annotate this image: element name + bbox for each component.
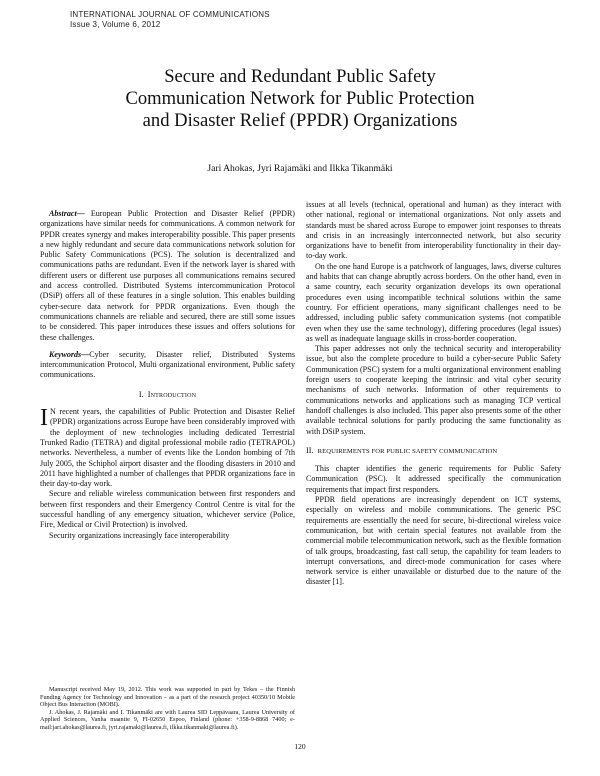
journal-name: INTERNATIONAL JOURNAL OF COMMUNICATIONS — [70, 10, 270, 19]
journal-issue: Issue 3, Volume 6, 2012 — [70, 20, 161, 29]
paper-title — [60, 66, 540, 132]
author-list: Jari Ahokas, Jyri Rajamäki and Ilkka Tikanmäki — [207, 163, 393, 174]
body-paragraph: This paper addresses not only the technical security and interoperability issue, but also the complete procedure to build a cyber-secure Public Safety Communication (PSC) system for a multi organizational environment enabling foreign users to cooperate keeping the intrinsic and vital cyber security mechanisms of such networks. Information of other requirements to communications networks and applications such as managing TCP vertical handoff challenges is also included. This paper also presents some of the other available technical solutions for partly producing the same functionality as with DSiP system. — [306, 344, 561, 436]
page-number: 120 — [294, 742, 306, 751]
left-column — [40, 209, 295, 541]
keywords-text: Cyber security, Disaster relief, Distributed Systems intercommunication Protocol, Multi organizational environment, Public safety communications. — [40, 349, 295, 380]
abstract — [40, 209, 295, 343]
body-paragraph: On the one hand Europe is a patchwork of languages, laws, diverse cultures and habits that can change abruptly across borders. On the other hand, even in a same country, each security organization develops its own operational procedures even using incompatible technical solutions within the same country. For efficient operations, many significant challenges need to be addressed, including public safety communication systems (not compatible even when they use the same technology), differing procedures (legal issues) as well as inadequate language skills in cross-border cooperation. — [306, 261, 561, 343]
footnote-paragraph: Manuscript received May 19, 2012. This work was supported in part by Tekes – the Finnish Funding Agency for Technology and Innovation – as a part of the research project 40350/10 Mobile Object Bus Interaction (MOBI). — [40, 686, 295, 709]
journal-header — [70, 10, 270, 30]
abstract-label: Abstract— — [49, 209, 85, 218]
intro-paragraph — [40, 407, 295, 489]
section-heading-requirements — [306, 446, 561, 457]
body-paragraph: This chapter identifies the generic requirements for Public Safety Communication (PSC). It addressed specifically the communication requirements that impact first responders. — [306, 464, 561, 494]
body-paragraph: PPDR field operations are increasingly dependent on ICT systems, especially on wireless and mobile communications. The generic PSC requirements are essentially the need for secure, bi-directional wireless voice communication, but with certain special features not available from the commercial mobile telecommunication network, such as the flexible formation of talk groups, broadcasting, fast call setup, the capability for team leaders to interrupt conversations, and direct-mode communication for cases where network service is either unavailable or disturbed due to the nature of the disaster [1]. — [306, 495, 561, 587]
title-line: Secure and Redundant Public Safety — [164, 66, 436, 87]
section-number: I. — [138, 389, 144, 399]
section-title: Introduction — [147, 389, 197, 399]
intro-paragraph-text: N recent years, the capabilities of Public Protection and Disaster Relief (PPDR) organizations across Europe have been considerably improved with the deployment of new technologies including dedicated Terrestrial Trunked Radio (TETRA) and digital professional mobile radio (TETRAPOL) networks. Nevertheless, a number of events like the London bombing of 7th July 2005, the Schiphol airport disaster and the flooding disasters in 2010 and 2011 have highlighted a number of challenges that PPDR organizations face in their day-to-day work. — [40, 407, 295, 489]
footnote-paragraph: J. Ahokas, J. Rajamäki and I. Tikanmäki are with Laurea SID Leppävaara, Laurea University of Applied Sciences, Vanha maantie 9, FI-02650 Espoo, Finland (phone: +358-9-8868 7400; e-mail:jari.ahokas@laurea.fi, jyri.rajamaki@laurea.fi, ilkka.tikanmaki@laurea.fi). — [40, 708, 295, 731]
keywords-label: Keywords— — [49, 349, 90, 359]
footnote — [40, 686, 295, 732]
title-line: and Disaster Relief (PPDR) Organizations — [142, 110, 458, 131]
title-line: Communication Network for Public Protection — [125, 88, 475, 109]
drop-cap: I — [40, 405, 48, 432]
section-title: REQUIREMENTS FOR PUBLIC SAFETY COMMUNICATION — [317, 447, 498, 455]
intro-paragraph: Secure and reliable wireless communication between first responders and between first responders and their Emergency Control Centre is vital for the successful handling of any emergency situation, whichever service (Police, Fire, Medical or Civil Protection) is involved. — [40, 489, 295, 530]
section-heading-introduction — [40, 390, 295, 400]
intro-paragraph: Security organizations increasingly face interoperability — [49, 530, 230, 540]
body-paragraph: issues at all levels (technical, operational and human) as they interact with other national, regional or international organizations. Not only assets and standards must be shared across Europe to empower joint responses to threats and crisis in an increasingly interconnected network, but also security organizations have to benefit from interoperability functionality in their day-to-day work. — [306, 200, 561, 261]
right-column — [306, 200, 561, 588]
abstract-text: European Public Protection and Disaster Relief (PPDR) organizations have similar needs for communications. A common network for PPDR creates synergy and makes interoperability possible. This paper presents a new highly redundant and secure data communications network solution for Public Safety Communications (PCS). The solution is decentralized and communications paths are redundant. Even if the network layer is shared with different users or different use purposes all communications remains secured and access controlled. Distributed Systems intercommunication Protocol (DSiP) offers all of these features in a single solution. This enables building cyber-secure data network for PPDR organizations. Even though the communications channels are reliable and secured, there are still some issues to be considered. This paper introduces these issues and offers solutions for these challenges. — [40, 209, 295, 342]
section-number: II. — [306, 445, 314, 455]
keywords — [40, 350, 295, 381]
